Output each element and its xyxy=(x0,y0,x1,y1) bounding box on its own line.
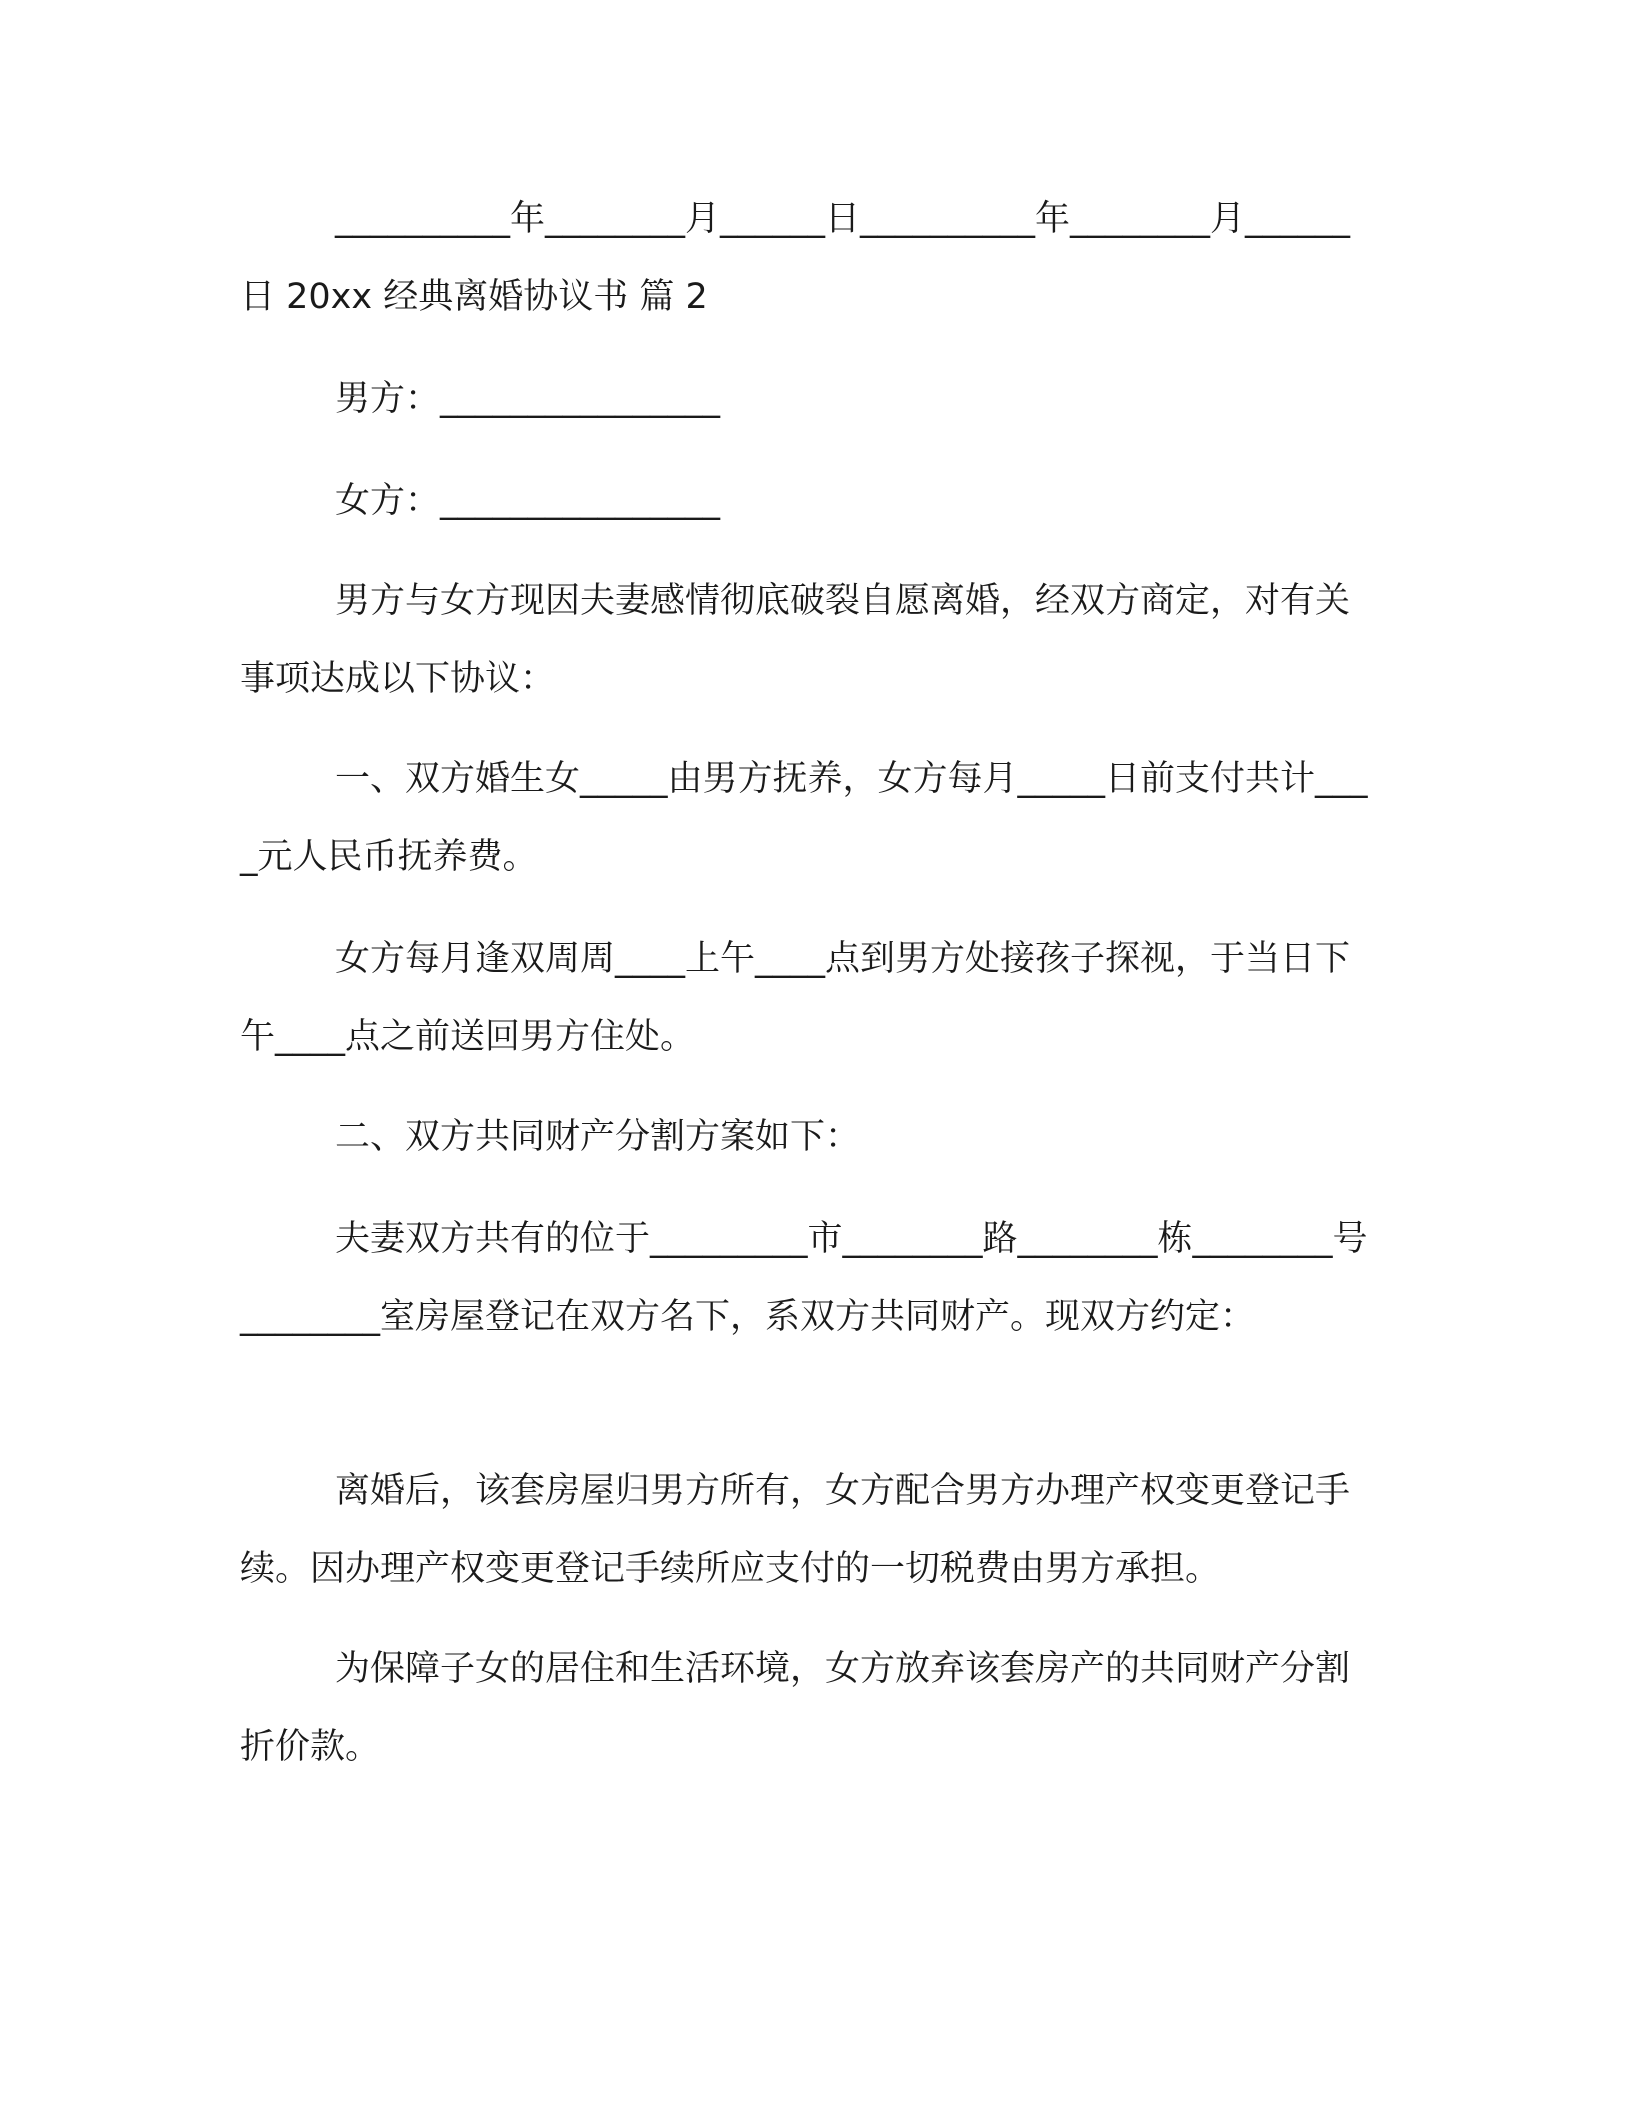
clause-two-heading: 二、双方共同财产分割方案如下： xyxy=(335,1117,861,1157)
date-fields-and-title: __________年________月______日__________年________月______日 20xx 经典离婚协议书 篇 2 xyxy=(240,199,1351,317)
house-ownership-paragraph: 离婚后，该套房屋归男方所有，女方配合男方办理产权变更登记手续。因办理产权变更登记手续所应支付的一切税费由男方承担。 xyxy=(240,1471,1351,1589)
male-party-field: 男方：________________ xyxy=(335,379,721,419)
clause-one-custody: 一、双方婚生女_____由男方抚养，女方每月_____日前支付共计____元人民币抚养费。 xyxy=(240,759,1368,877)
female-party-field: 女方：________________ xyxy=(335,481,721,521)
intro-paragraph: 男方与女方现因夫妻感情彻底破裂自愿离婚，经双方商定，对有关事项达成以下协议： xyxy=(240,581,1351,699)
visitation-paragraph: 女方每月逢双周周____上午____点到男方处接孩子探视，于当日下午____点之前送回男方住处。 xyxy=(240,939,1351,1057)
property-paragraph: 夫妻双方共有的位于_________市________路________栋________号________室房屋登记在双方名下，系双方共同财产。现双方约定： xyxy=(240,1219,1368,1337)
waiver-paragraph: 为保障子女的居住和生活环境，女方放弃该套房产的共同财产分割折价款。 xyxy=(240,1649,1351,1767)
